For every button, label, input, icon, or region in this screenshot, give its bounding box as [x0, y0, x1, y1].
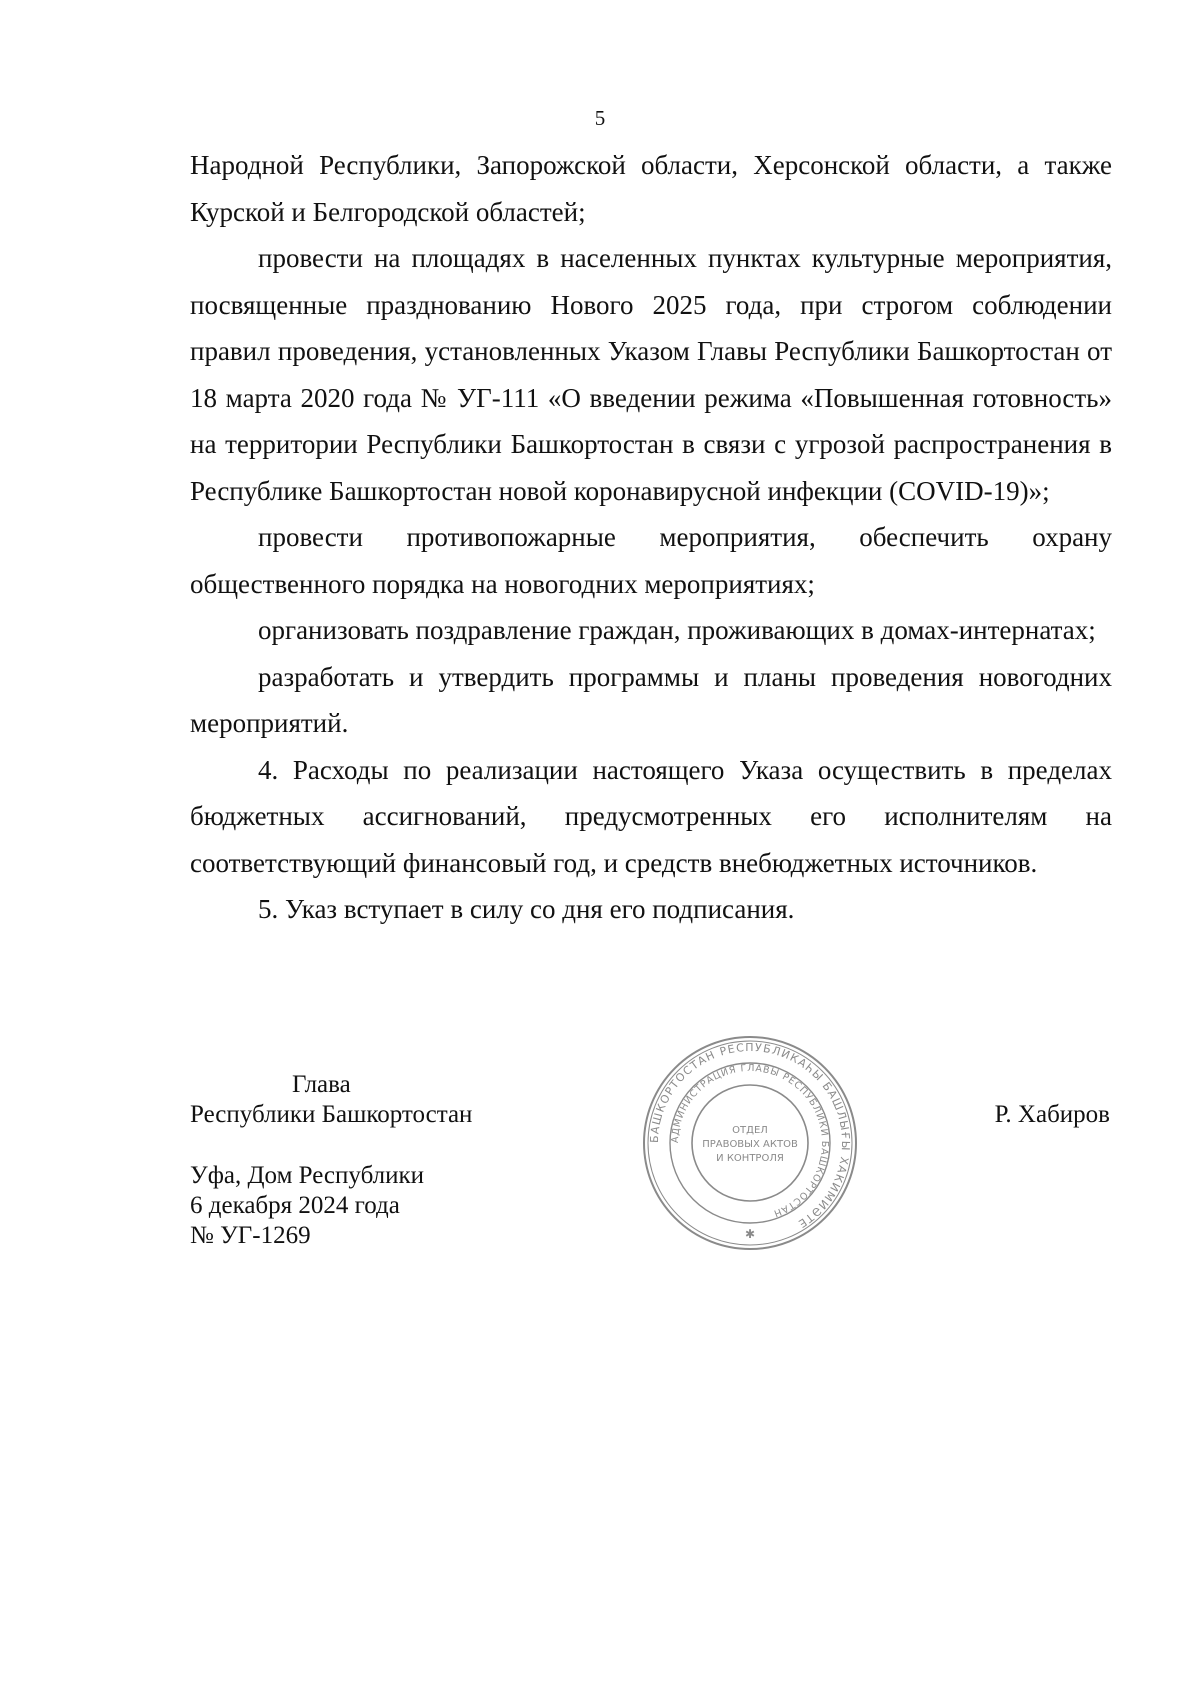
signatory-name: Р. Хабиров — [994, 1101, 1110, 1128]
paragraph-cultural-events: провести на площадях в населенных пунктах культурные мероприятия, посвященные празднованию Нового 2025 года, при строгом соблюдении правил проведения, установленных Указом Главы Республики Башкортостан от 18 марта 2020 года № УГ-111 «О введении режима «Повышенная готовность» на территории Республики Башкортостан в связи с угрозой распространения в Республике Башкортостан новой коронавирусной инфекции (COVID-19)»; — [190, 243, 1112, 506]
signing-place: Уфа, Дом Республики — [190, 1162, 425, 1189]
paragraph-regions-continuation: Народной Республики, Запорожской области, Херсонской области, а также Курской и Белгородской областей; — [190, 150, 1112, 227]
paragraph-fire-safety: провести противопожарные мероприятия, обеспечить охрану общественного порядка на новогодних мероприятиях; — [190, 522, 1112, 599]
seal-center-line2: ПРАВОВЫХ АКТОВ — [702, 1139, 798, 1150]
seal-center-line3: И КОНТРОЛЯ — [716, 1153, 784, 1164]
paragraph-congratulations: организовать поздравление граждан, проживающих в домах-интернатах; — [258, 615, 1096, 645]
document-body — [190, 142, 1112, 933]
official-seal-stamp — [640, 1033, 860, 1253]
paragraph-effective-date: 5. Указ вступает в силу со дня его подписания. — [258, 894, 795, 924]
signatory-republic: Республики Башкортостан — [190, 1101, 473, 1128]
seal-inner-text: АДМИНИСТРАЦИЯ ГЛАВЫ РЕСПУБЛИКИ БАШКОРТОСТАН — [669, 1062, 831, 1219]
signatory-title: Глава — [292, 1071, 351, 1098]
page-number: 5 — [594, 106, 606, 130]
seal-star-icon: ✱ — [744, 1227, 756, 1241]
paragraph-programs: разработать и утвердить программы и планы проведения новогодних мероприятий. — [190, 661, 1112, 738]
signing-date: 6 декабря 2024 года — [190, 1192, 400, 1219]
paragraph-expenses: 4. Расходы по реализации настоящего Указа осуществить в пределах бюджетных ассигнований, предусмотренных его исполнителям на соответствующий финансовый год, и средств внебюджетных источников. — [190, 754, 1112, 878]
seal-outer-text: БАШКОРТОСТАН РЕСПУБЛИКАҺЫ БАШЛЫҒЫ ХАКИМИӘТЕ — [647, 1040, 853, 1231]
seal-center-line1: ОТДЕЛ — [732, 1125, 768, 1136]
signatory-position — [190, 1070, 472, 1130]
signing-details — [190, 1161, 424, 1251]
decree-number: № УГ-1269 — [190, 1222, 311, 1249]
